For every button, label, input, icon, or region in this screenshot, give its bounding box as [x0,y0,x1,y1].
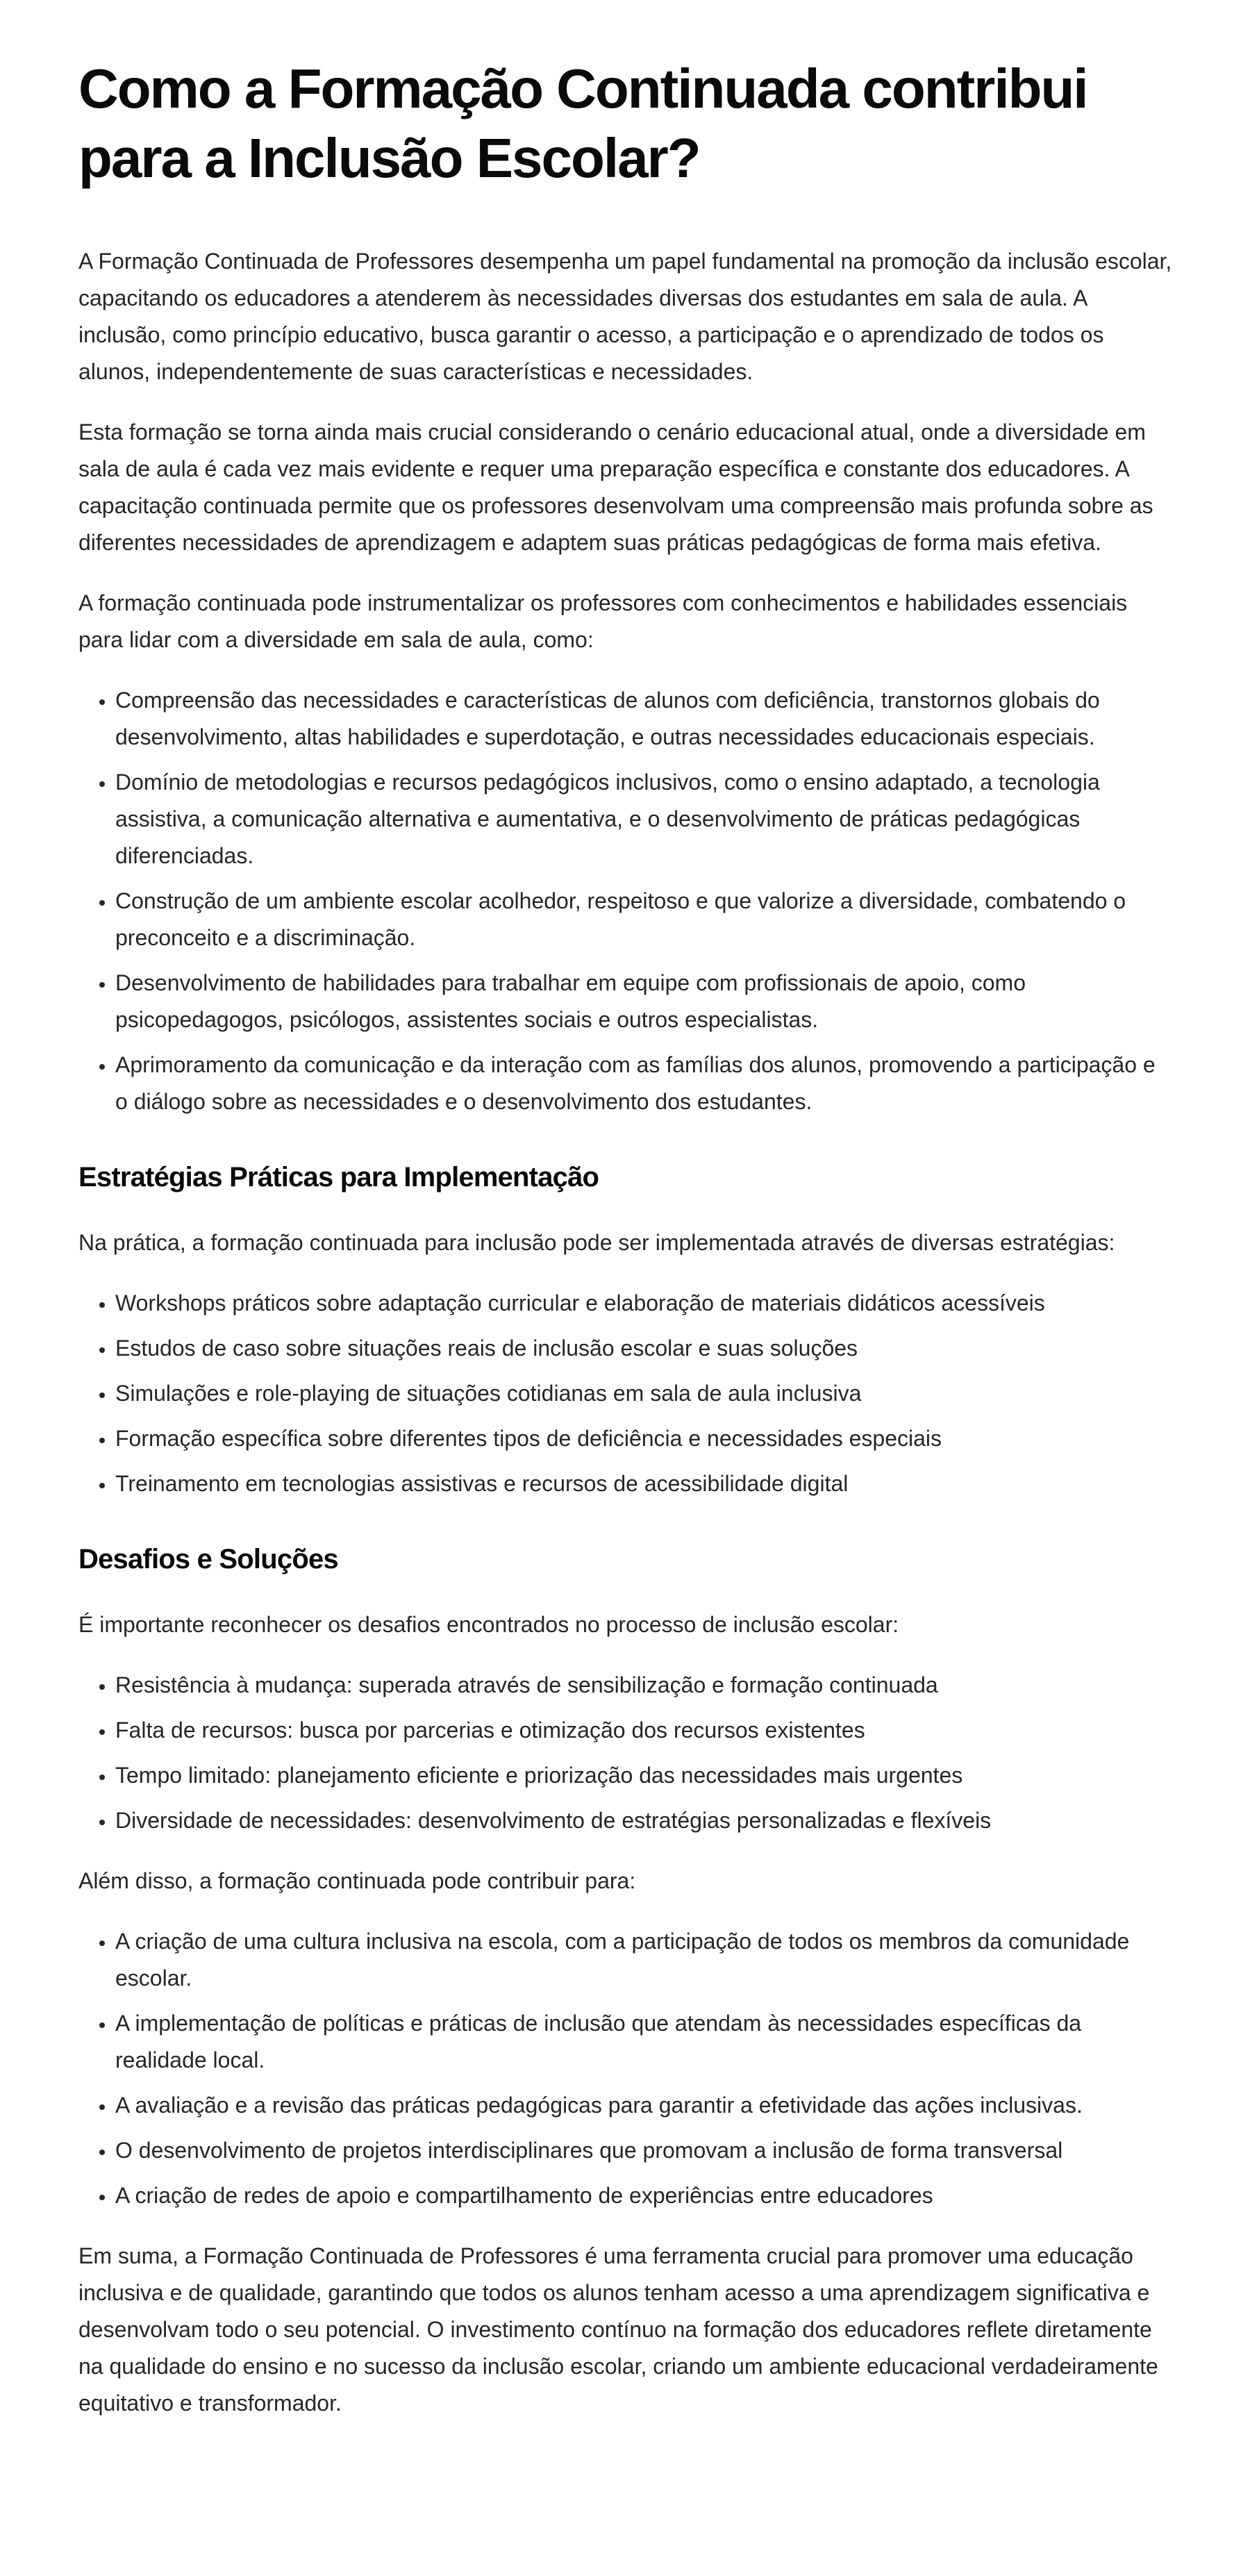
list-item: • Domínio de metodologias e recursos pedagógicos inclusivos, como o ensino adaptado, a tecnologia assistiva, a comunicação alternativa e aumentativa, e o desenvolvimento de práticas pedagógicas diferenciadas. [115,764,1174,874]
list-item: • Falta de recursos: busca por parcerias e otimização dos recursos existentes [115,1712,1174,1749]
page-title: Como a Formação Continuada contribui para a Inclusão Escolar? [78,58,1088,189]
list-item: • Diversidade de necessidades: desenvolvimento de estratégias personalizadas e flexíveis [115,1802,1174,1839]
list-item: • Aprimoramento da comunicação e da interação com as famílias dos alunos, promovendo a participação e o diálogo sobre as necessidades e o desenvolvimento dos estudantes. [115,1047,1174,1120]
conclusion-paragraph: Em suma, a Formação Continuada de Professores é uma ferramenta crucial para promover uma educação inclusiva e de qualidade, garantindo que todos os alunos tenham acesso a uma aprendizagem significativa e desenvolvam todo o seu potencial. O investimento contínuo na formação dos educadores reflete diretamente na qualidade do ensino e no sucesso da inclusão escolar, criando um ambiente educacional verdadeiramente equitativo e transformador. [78,2243,1158,2416]
list-item: • Compreensão das necessidades e características de alunos com deficiência, transtornos globais do desenvolvimento, altas habilidades e superdotação, e outras necessidades educacionais especiais. [115,682,1174,756]
challenges-intro: É importante reconhecer os desafios encontrados no processo de inclusão escolar: [78,1612,899,1637]
list-item: • Construção de um ambiente escolar acolhedor, respeitoso e que valorize a diversidade, combatendo o preconceito e a discriminação. [115,883,1174,956]
list-item: • Treinamento em tecnologias assistivas e recursos de acessibilidade digital [115,1465,1174,1502]
list-item: • Workshops práticos sobre adaptação curricular e elaboração de materiais didáticos acessíveis [115,1285,1174,1322]
list-item: • Resistência à mudança: superada através de sensibilização e formação continuada [115,1667,1174,1704]
challenges-list [78,1667,1174,1839]
list-item: • Formação específica sobre diferentes tipos de deficiência e necessidades especiais [115,1420,1174,1457]
list-item: • Estudos de caso sobre situações reais de inclusão escolar e suas soluções [115,1330,1174,1367]
list-item: • Desenvolvimento de habilidades para trabalhar em equipe com profissionais de apoio, como psicopedagogos, psicólogos, assistentes sociais e outros especialistas. [115,965,1174,1038]
list-item: • A criação de redes de apoio e compartilhamento de experiências entre educadores [115,2177,1174,2214]
strategies-list [78,1285,1174,1502]
section-heading-challenges: Desafios e Soluções [78,1544,338,1574]
list-item: • Simulações e role-playing de situações cotidianas em sala de aula inclusiva [115,1375,1174,1412]
contributions-intro: Além disso, a formação continuada pode contribuir para: [78,1868,636,1893]
list-item: • A criação de uma cultura inclusiva na escola, com a participação de todos os membros da comunidade escolar. [115,1923,1174,1997]
strategies-intro: Na prática, a formação continuada para inclusão pode ser implementada através de diversas estratégias: [78,1230,1115,1255]
intro-paragraph: A formação continuada pode instrumentalizar os professores com conhecimentos e habilidades essenciais para lidar com a diversidade em sala de aula, como: [78,590,1128,652]
list-item: • Tempo limitado: planejamento eficiente e priorização das necessidades mais urgentes [115,1757,1174,1794]
list-item: • O desenvolvimento de projetos interdisciplinares que promovam a inclusão de forma transversal [115,2132,1174,2169]
section-heading-strategies: Estratégias Práticas para Implementação [78,1162,599,1193]
skills-list [78,682,1174,1120]
list-item: • A implementação de políticas e práticas de inclusão que atendam às necessidades específicas da realidade local. [115,2005,1174,2079]
contributions-list [78,1923,1174,2214]
list-item: • A avaliação e a revisão das práticas pedagógicas para garantir a efetividade das ações inclusivas. [115,2087,1174,2124]
intro-paragraph: A Formação Continuada de Professores desempenha um papel fundamental na promoção da inclusão escolar, capacitando os educadores a atenderem às necessidades diversas dos estudantes em sala de aula. A inclusão, como princípio educativo, busca garantir o acesso, a participação e o aprendizado de todos os alunos, independentemente de suas características e necessidades. [78,249,1172,384]
intro-paragraph: Esta formação se torna ainda mais crucial considerando o cenário educacional atual, onde a diversidade em sala de aula é cada vez mais evidente e requer uma preparação específica e constante dos educadores. A capacitação continuada permite que os professores desenvolvam uma compreensão mais profunda sobre as diferentes necessidades de aprendizagem e adaptem suas práticas pedagógicas de forma mais efetiva. [78,419,1153,555]
